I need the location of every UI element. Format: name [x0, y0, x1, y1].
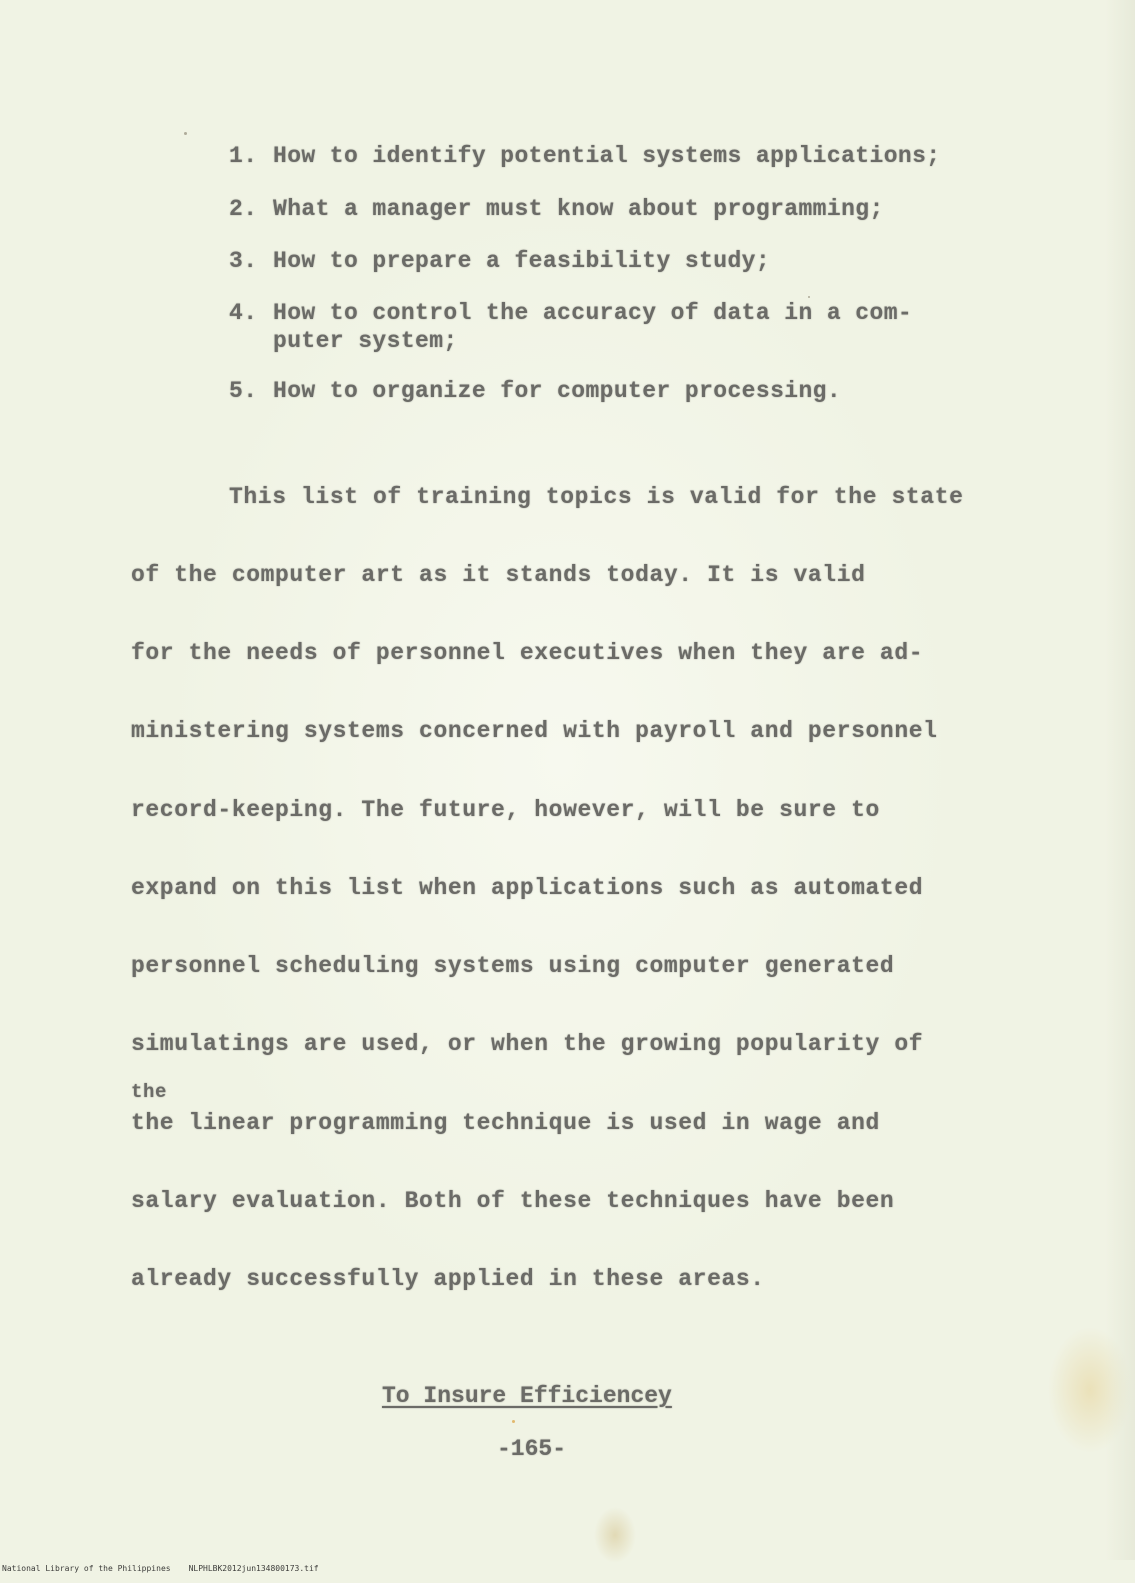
paragraph-line: This list of training topics is valid for the state [229, 484, 964, 510]
paragraph-line: personnel scheduling systems using computer generated [131, 953, 895, 979]
page-number: -165- [497, 1436, 567, 1462]
paper-speck [512, 1420, 515, 1423]
paragraph-line: record-keeping. The future, however, will be sure to [131, 797, 880, 823]
paragraph-line: expand on this list when applications such as automated [131, 875, 924, 901]
list-item-2 [229, 196, 884, 222]
scan-footer [2, 1564, 319, 1573]
section-heading: To Insure Efficiencey [382, 1383, 672, 1409]
list-item-3 [229, 248, 770, 274]
paragraph-line: already successfully applied in these areas. [131, 1266, 765, 1292]
paragraph-line: ministering systems concerned with payroll and personnel [131, 718, 938, 744]
interlinear-insert: the [131, 1081, 168, 1103]
paragraph-line: simulatings are used, or when the growing popularity of [131, 1031, 924, 1057]
list-item-1 [229, 143, 941, 169]
list-item-text: How to organize for computer processing. [273, 378, 842, 404]
list-item-text: How to prepare a feasibility study; [273, 248, 771, 274]
footer-library: National Library of the Philippines [2, 1564, 171, 1573]
paragraph-line: for the needs of personnel executives when they are ad- [131, 640, 924, 666]
paragraph-line: of the computer art as it stands today. It is valid [131, 562, 866, 588]
list-item-4 [229, 300, 912, 354]
list-item-number: 4. [229, 300, 258, 326]
paper-speck [808, 296, 810, 298]
list-item-text: What a manager must know about programming; [273, 196, 884, 222]
list-item-number: 1. [229, 143, 258, 169]
list-item-continuation: puter system; [273, 328, 458, 354]
footer-filename: NLPHLBK2012jun134800173.tif [188, 1564, 319, 1573]
paper-speck [184, 132, 187, 135]
list-item-5 [229, 378, 841, 404]
list-item-number: 5. [229, 378, 258, 404]
list-item-number: 3. [229, 248, 258, 274]
list-item-number: 2. [229, 196, 258, 222]
list-item-text: How to identify potential systems applications; [273, 143, 941, 169]
list-item-text: How to control the accuracy of data in a com- [273, 300, 913, 326]
paragraph-line: the linear programming technique is used in wage and [131, 1110, 880, 1136]
paragraph-line: salary evaluation. Both of these techniques have been [131, 1188, 895, 1214]
